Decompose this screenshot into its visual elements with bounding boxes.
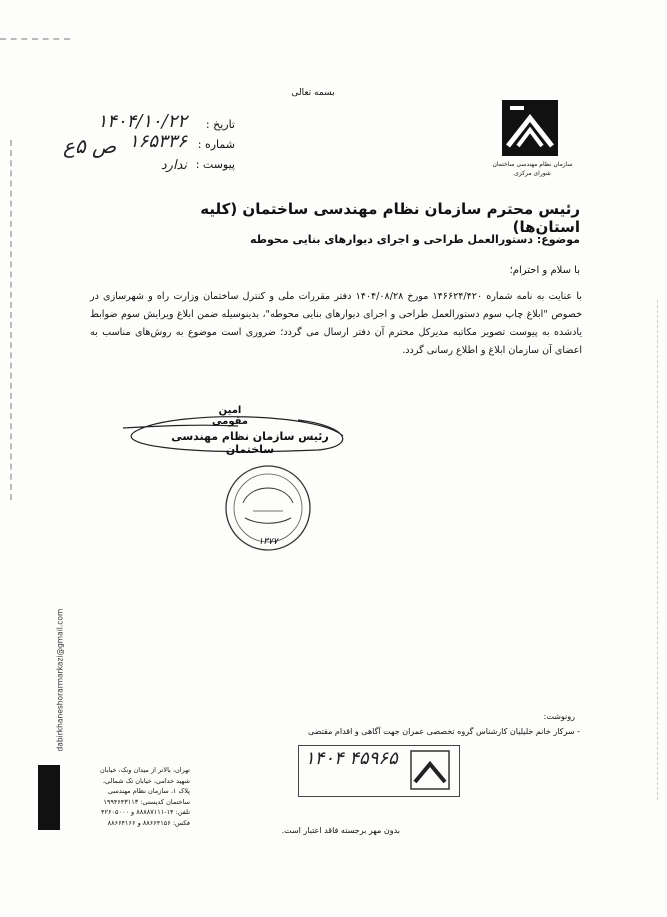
attachment-row xyxy=(90,155,235,175)
signer-name: امین مقومی xyxy=(212,405,248,427)
attachment-value: ندارد xyxy=(160,158,187,173)
greeting: با سلام و احترام؛ xyxy=(509,265,580,276)
signer-title: رئیس سازمان نظام مهندسی ساختمان xyxy=(171,430,329,456)
address-line: تلفن: ۱۴-۸۸۸۸۷۱۱۱ و ۴۲۶۰۵۰۰۰ xyxy=(101,808,190,816)
stamp-logo xyxy=(410,750,450,790)
cc-title: رونوشت: xyxy=(543,712,575,721)
margin-dash-top xyxy=(0,38,70,40)
number-value: ۱۶۵۳۳۶ xyxy=(128,131,187,152)
organization-logo xyxy=(500,98,560,158)
address-line: تهران، بالاتر از میدان ونک، خیابان xyxy=(99,766,190,774)
cc-line: - سرکار خانم خلیلیان کارشناس گروه تخصصی عمران جهت آگاهی و اقدام مقتضی xyxy=(308,727,580,736)
address-line: ساختمان کدپستی: ۱۹۹۴۶۴۳۱۱۳ xyxy=(103,797,190,806)
email-vertical xyxy=(52,595,66,755)
seal-year: ۱۳۷۷ xyxy=(258,537,278,547)
margin-dash-right xyxy=(657,300,658,800)
stamp-handwritten: ۱۴۰۴ ۴۵۹۶۵ xyxy=(305,748,398,769)
number-label: شماره : xyxy=(197,138,235,151)
address-line: فکس: ۸۸۶۶۴۱۵۶ و ۸۸۶۶۴۱۶۶ xyxy=(107,818,190,827)
address-line: پلاک ۱، سازمان نظام مهندسی xyxy=(107,787,190,795)
date-label: تاریخ : xyxy=(205,118,235,131)
basmala: بسمه تعالی xyxy=(291,88,335,98)
margin-dash-left xyxy=(10,140,14,500)
footer-note: بدون مهر برجسته فاقد اعتبار است. xyxy=(281,826,400,835)
addressee: رئیس محترم سازمان نظام مهندسی ساختمان (کلیه استان‌ها) xyxy=(200,200,580,236)
margin-note: ص ۵ع xyxy=(63,134,117,158)
attachment-label: پیوست : xyxy=(195,158,235,171)
address-block xyxy=(70,765,190,828)
organization-name: سازمان نظام مهندسی ساختمان شورای مرکزی xyxy=(492,161,573,177)
date-value: ۱۴۰۴/۱۰/۲۲ xyxy=(97,111,187,132)
subject: موضوع: دستورالعمل طراحی و اجرای دیوارهای بنایی محوطه xyxy=(250,233,580,246)
letter-body: با عنایت به نامه شماره ۱۴۶۶۲۴/۴۲۰ مورخ ۱۴۰۴/۰۸/۲۸ دفتر مقررات ملی و کنترل ساختمان وزارت راه و شهرسازی در خصوص "ابلاغ چاپ سوم دستورالعمل طراحی و اجرای دیوارهای بنایی محوطه"، بدینوسیله ضمن ابلاغ ویرایش سوم ضوابط یادشده به پیوست تصویر مکاتبه مدیرکل محترم آن دفتر ارسال می گردد؛ ضروری است موضوع به روش‌های مناسب به اعضای آن سازمان ابلاغ و اطلاع رسانی گردد. xyxy=(90,291,582,356)
address-bar xyxy=(38,765,60,830)
address-line: شهید خدامی، خیابان تک شمالی، xyxy=(102,776,190,785)
email-text: dabirkhaneshorarmarkazi@gmail.com xyxy=(55,608,65,752)
